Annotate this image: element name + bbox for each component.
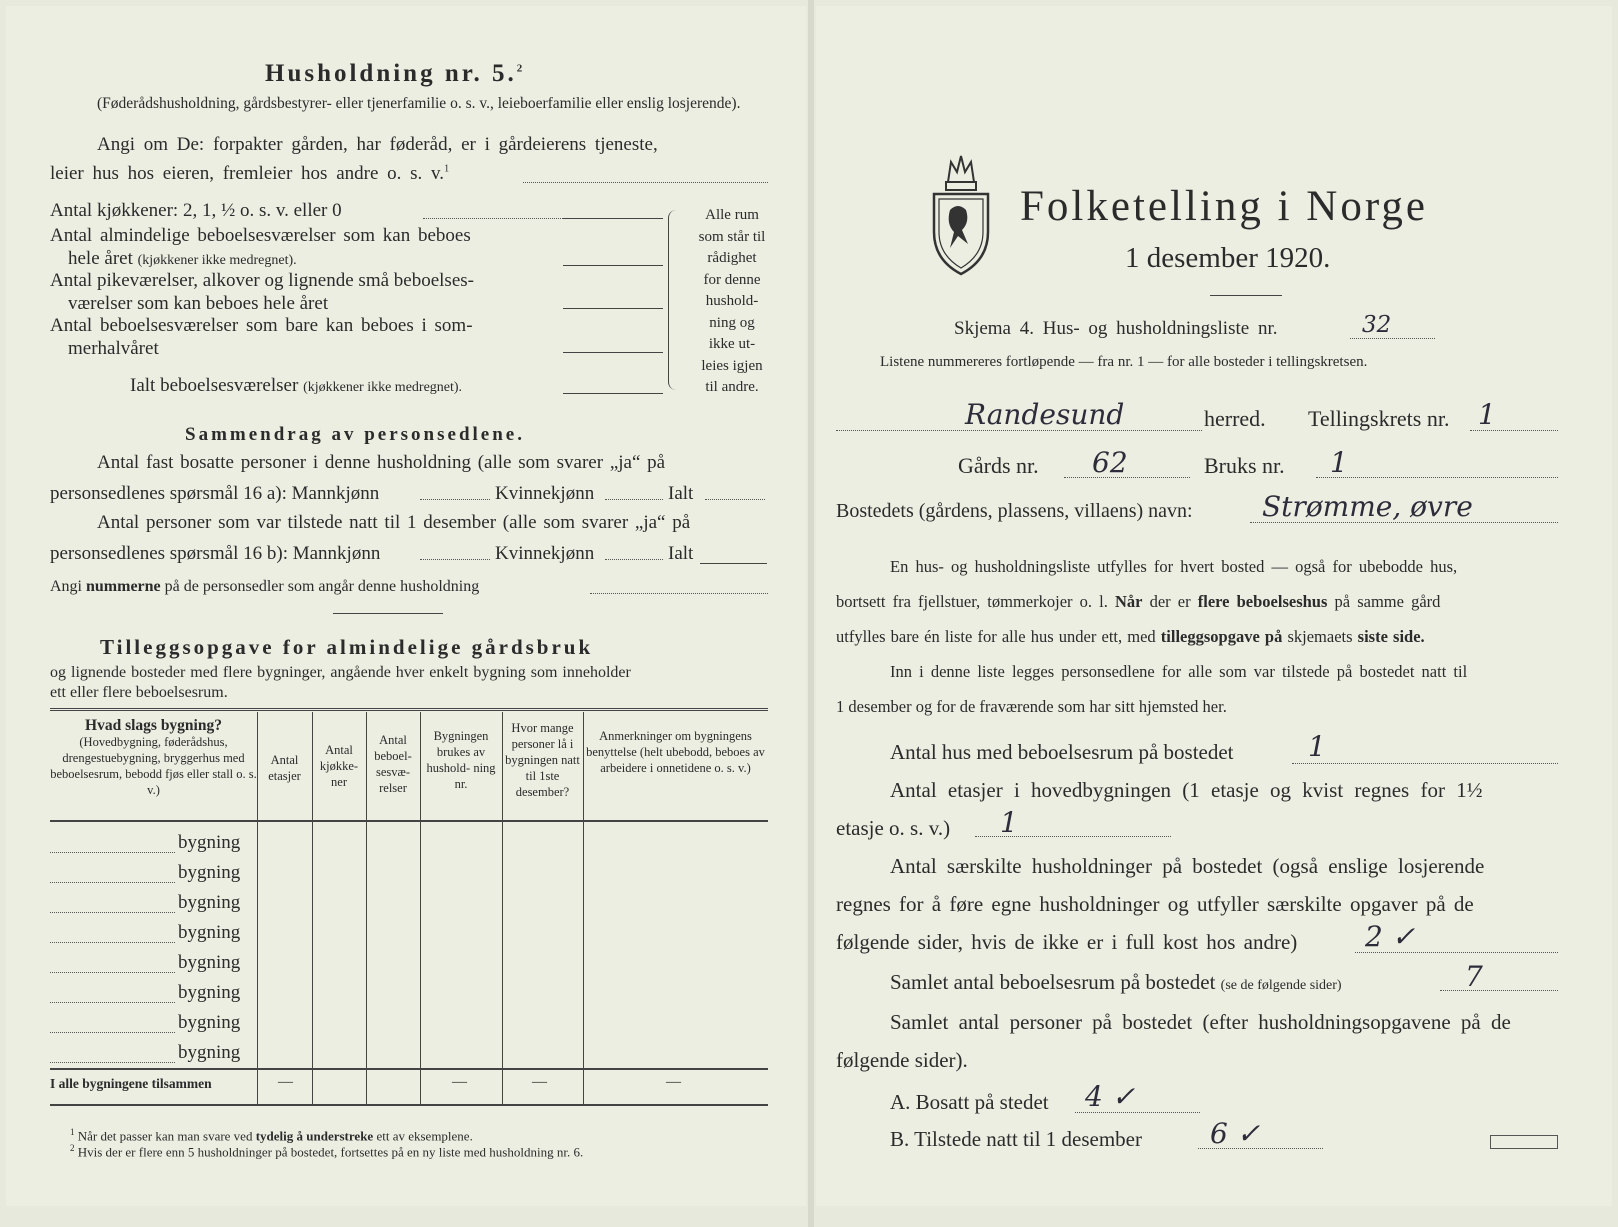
page-fold [808, 0, 814, 1227]
header-floors: Antal etasjer [268, 753, 301, 783]
bruks-value: 1 [1330, 446, 1348, 479]
title-rule [1210, 295, 1282, 296]
rooms-line-4: Antal pikeværelser, alkover og lignende små beboelses- [50, 270, 474, 291]
tillegg-text-2: ett eller flere beboelsesrum. [50, 684, 228, 701]
tilstede-label: B. Tilstede natt til 1 desember [890, 1127, 1142, 1151]
footnote-1: $^1$ Når det passer kan man svare ved tydelig å understreke ett av eksemplene. [70, 1127, 473, 1144]
summary-line-1: Antal fast bosatte personer i denne husholdning (alle som svarer „ja“ på [97, 452, 666, 473]
fast-kvinne-label: Kvinnekjønn [495, 483, 595, 504]
leader-dots [1316, 477, 1558, 478]
leader-dots [975, 836, 1171, 837]
summary-line-2: personsedlenes spørsmål 16 a): Mannkjønn [50, 483, 380, 504]
total-dash: — [452, 1074, 467, 1090]
form-title: Folketelling i Norge [1020, 183, 1428, 230]
total-dash: — [666, 1074, 681, 1090]
total-dash: — [278, 1074, 293, 1090]
answer-total-rooms [563, 393, 663, 394]
rooms-line-1: Antal kjøkkener: 2, 1, ½ o. s. v. eller 0 [50, 200, 342, 221]
table-top-rule [50, 708, 768, 711]
table-row: bygning [50, 922, 768, 952]
rooms-line-5: værelser som kan beboes hele året [68, 293, 329, 314]
fast-ialt-field [705, 499, 765, 500]
herred-label: herred. [1204, 406, 1266, 431]
fast-ialt-label: Ialt [668, 483, 694, 504]
norwegian-coat-of-arms [928, 152, 994, 280]
ialt-line: Ialt beboelsesværelser (kjøkkener ikke medregnet). [130, 375, 463, 396]
fast-mann-field [420, 499, 490, 500]
tilstede-kvinne-label: Kvinnekjønn [495, 543, 595, 564]
listene-text: Listene nummereres fortløpende — fra nr. 1 — for alle bosteder i tellingskretsen. [880, 354, 1368, 370]
rooms-line-6: Antal beboelsesværelser som bare kan beboes i som- [50, 315, 473, 336]
table-row: bygning [50, 1042, 768, 1072]
table-row: bygning [50, 832, 768, 862]
summary-line-3: Antal personer som var tilstede natt til 1 desember (alle som svarer „ja“ på [97, 512, 691, 533]
header-kitchens: Antal kjøkke- ner [319, 743, 359, 789]
leader-dots [1470, 430, 1558, 431]
bosted-value: Strømme, øvre [1262, 490, 1473, 523]
header-rooms: Antal beboel- sesvæ- relser [374, 733, 412, 795]
summary-line-4: personsedlenes spørsmål 16 b): Mannkjønn [50, 543, 381, 564]
total-label: I alle bygningene tilsammen [50, 1076, 212, 1091]
printer-stamp [1490, 1135, 1558, 1149]
ask-line-2: leier hus hos eieren, fremleier hos andre o. s. v.$^1$ [50, 163, 450, 184]
angi-field [590, 593, 768, 594]
table-row: bygning [50, 982, 768, 1012]
leader-dots [1198, 1148, 1323, 1149]
bosted-label: Bostedets (gårdens, plassens, villaens) navn: [836, 500, 1193, 522]
tellingskrets-label: Tellingskrets nr. [1308, 406, 1450, 431]
tilstede-mann-field [420, 559, 490, 560]
tilstede-value: 6 ✓ [1210, 1117, 1261, 1150]
answer-ordinary-rooms [563, 265, 663, 266]
skjema-nr-value: 32 [1362, 312, 1392, 338]
tilstede-kvinne-field [605, 559, 663, 560]
info-line-1: En hus- og husholdningsliste utfylles for hvert bosted — også for ubebodde hus, [890, 557, 1458, 576]
husholdninger-line-3: følgende sider, hvis de ikke er i full kost hos andre) [836, 930, 1298, 954]
bosatt-label: A. Bosatt på stedet [890, 1090, 1049, 1114]
header-building-type: Hvad slags bygning? (Hovedbygning, føderådshus, drengestuebygning, bryggerhus med beboelsesrum, bebodd fjøs eller stall o. s. v.) [50, 717, 257, 797]
info-line-5: 1 desember og for de fraværende som har sitt hjemsted her. [836, 697, 1227, 716]
rum-value: 7 [1465, 960, 1483, 993]
husholdninger-line-1: Antal særskilte husholdninger på bostedet (også enslige losjerende [890, 854, 1485, 878]
answer-kitchens [563, 218, 663, 219]
leader-dots [1064, 477, 1190, 478]
leader-dots [1250, 522, 1558, 523]
summary-title: Sammendrag av personsedlene. [185, 424, 525, 445]
ask-answer-line [523, 182, 768, 183]
fast-kvinne-field [605, 499, 663, 500]
tellingskrets-value: 1 [1478, 398, 1496, 431]
header-persons: Hvor mange personer lå i bygningen natt til 1ste desember? [505, 721, 580, 799]
building-rows [50, 832, 768, 1072]
leader-dots [423, 218, 563, 219]
info-line-3: utfylles bare én liste for alle hus under ett, med tilleggsopgave på skjemaets siste side. [836, 627, 1425, 646]
leader-dots [1292, 763, 1558, 764]
angi-line: Angi nummerne på de personsedler som angår denne husholdning [50, 578, 480, 595]
gards-value: 62 [1092, 446, 1128, 479]
bruks-label: Bruks nr. [1204, 453, 1285, 478]
personer-line-1: Samlet antal personer på bostedet (efter husholdningsopgavene på de [890, 1010, 1511, 1034]
total-dash: — [532, 1074, 547, 1090]
household-title: Husholdning nr. 5.$^2$ [265, 60, 526, 87]
tilstede-ialt-field [700, 563, 767, 564]
husholdninger-line-2: regnes for å føre egne husholdninger og utfyller særskilte opgaver på de [836, 892, 1474, 916]
tillegg-text-1: og lignende bosteder med flere bygninger, angående hver enkelt bygning som inneholder [50, 664, 631, 681]
table-row: bygning [50, 1012, 768, 1042]
tilstede-ialt-label: Ialt [668, 543, 694, 564]
brace-note: Alle rum som står til rådighet for denne hushold- ning og ikke ut- leies igjen til andre. [698, 207, 766, 395]
footnote-2: $^2$ Hvis der er flere enn 5 husholdninger på bostedet, fortsettes på en ny liste med husholdning nr. 6. [70, 1143, 584, 1160]
etasjer-value: 1 [1000, 806, 1018, 839]
answer-summer-rooms [563, 352, 663, 353]
husholdninger-value: 2 ✓ [1365, 920, 1416, 953]
info-line-4: Inn i denne liste legges personsedlene for alle som var tilstede på bostedet natt til [890, 662, 1468, 681]
building-table [50, 712, 768, 1122]
info-line-2: bortsett fra fjellstuer, tømmerkojer o. l. Når der er flere beboelseshus på samme gård [836, 592, 1441, 611]
table-row: bygning [50, 862, 768, 892]
ask-line-1: Angi om De: forpakter gården, har føderåd, er i gårdeierens tjeneste, [97, 134, 658, 155]
etasjer-line-2: etasje o. s. v.) [836, 816, 951, 840]
hus-label: Antal hus med beboelsesrum på bostedet [890, 740, 1234, 764]
separator [333, 613, 443, 614]
bosatt-value: 4 ✓ [1085, 1080, 1136, 1113]
skjema-label: Skjema 4. Hus- og husholdningsliste nr. [954, 318, 1278, 339]
etasjer-line-1: Antal etasjer i hovedbygningen (1 etasje og kvist regnes for 1½ [890, 778, 1483, 802]
leader-dots [1440, 990, 1558, 991]
personer-line-2: følgende sider). [836, 1048, 968, 1072]
leader-dots [1355, 952, 1558, 953]
gards-label: Gårds nr. [958, 453, 1039, 478]
rooms-line-3: hele året (kjøkkener ikke medregnet). [68, 248, 297, 269]
header-household: Bygningen brukes av hushold- ning nr. [426, 729, 496, 791]
header-remarks: Anmerkninger om bygningens benyttelse (helt ubebodd, beboes av arbeidere i onnetidene o. s. v.) [586, 729, 765, 775]
form-date: 1 desember 1920. [1125, 242, 1331, 274]
leader-dots [1350, 338, 1435, 339]
herred-value: Randesund [965, 398, 1125, 431]
household-subtitle: (Føderådshusholdning, gårdsbestyrer- eller tjenerfamilie o. s. v., leieboerfamilie eller enslig losjerende). [97, 95, 741, 112]
answer-small-rooms [563, 308, 663, 309]
brace [668, 210, 683, 390]
leader-dots [1075, 1112, 1200, 1113]
table-row: bygning [50, 952, 768, 982]
rooms-line-7: merhalvåret [68, 338, 159, 359]
hus-value: 1 [1308, 730, 1326, 763]
tillegg-title: Tilleggsopgave for almindelige gårdsbruk [100, 635, 594, 659]
rooms-line-2: Antal almindelige beboelsesværelser som kan beboes [50, 225, 471, 246]
rum-line: Samlet antal beboelsesrum på bostedet (se de følgende sider) [890, 970, 1342, 994]
table-row: bygning [50, 892, 768, 922]
